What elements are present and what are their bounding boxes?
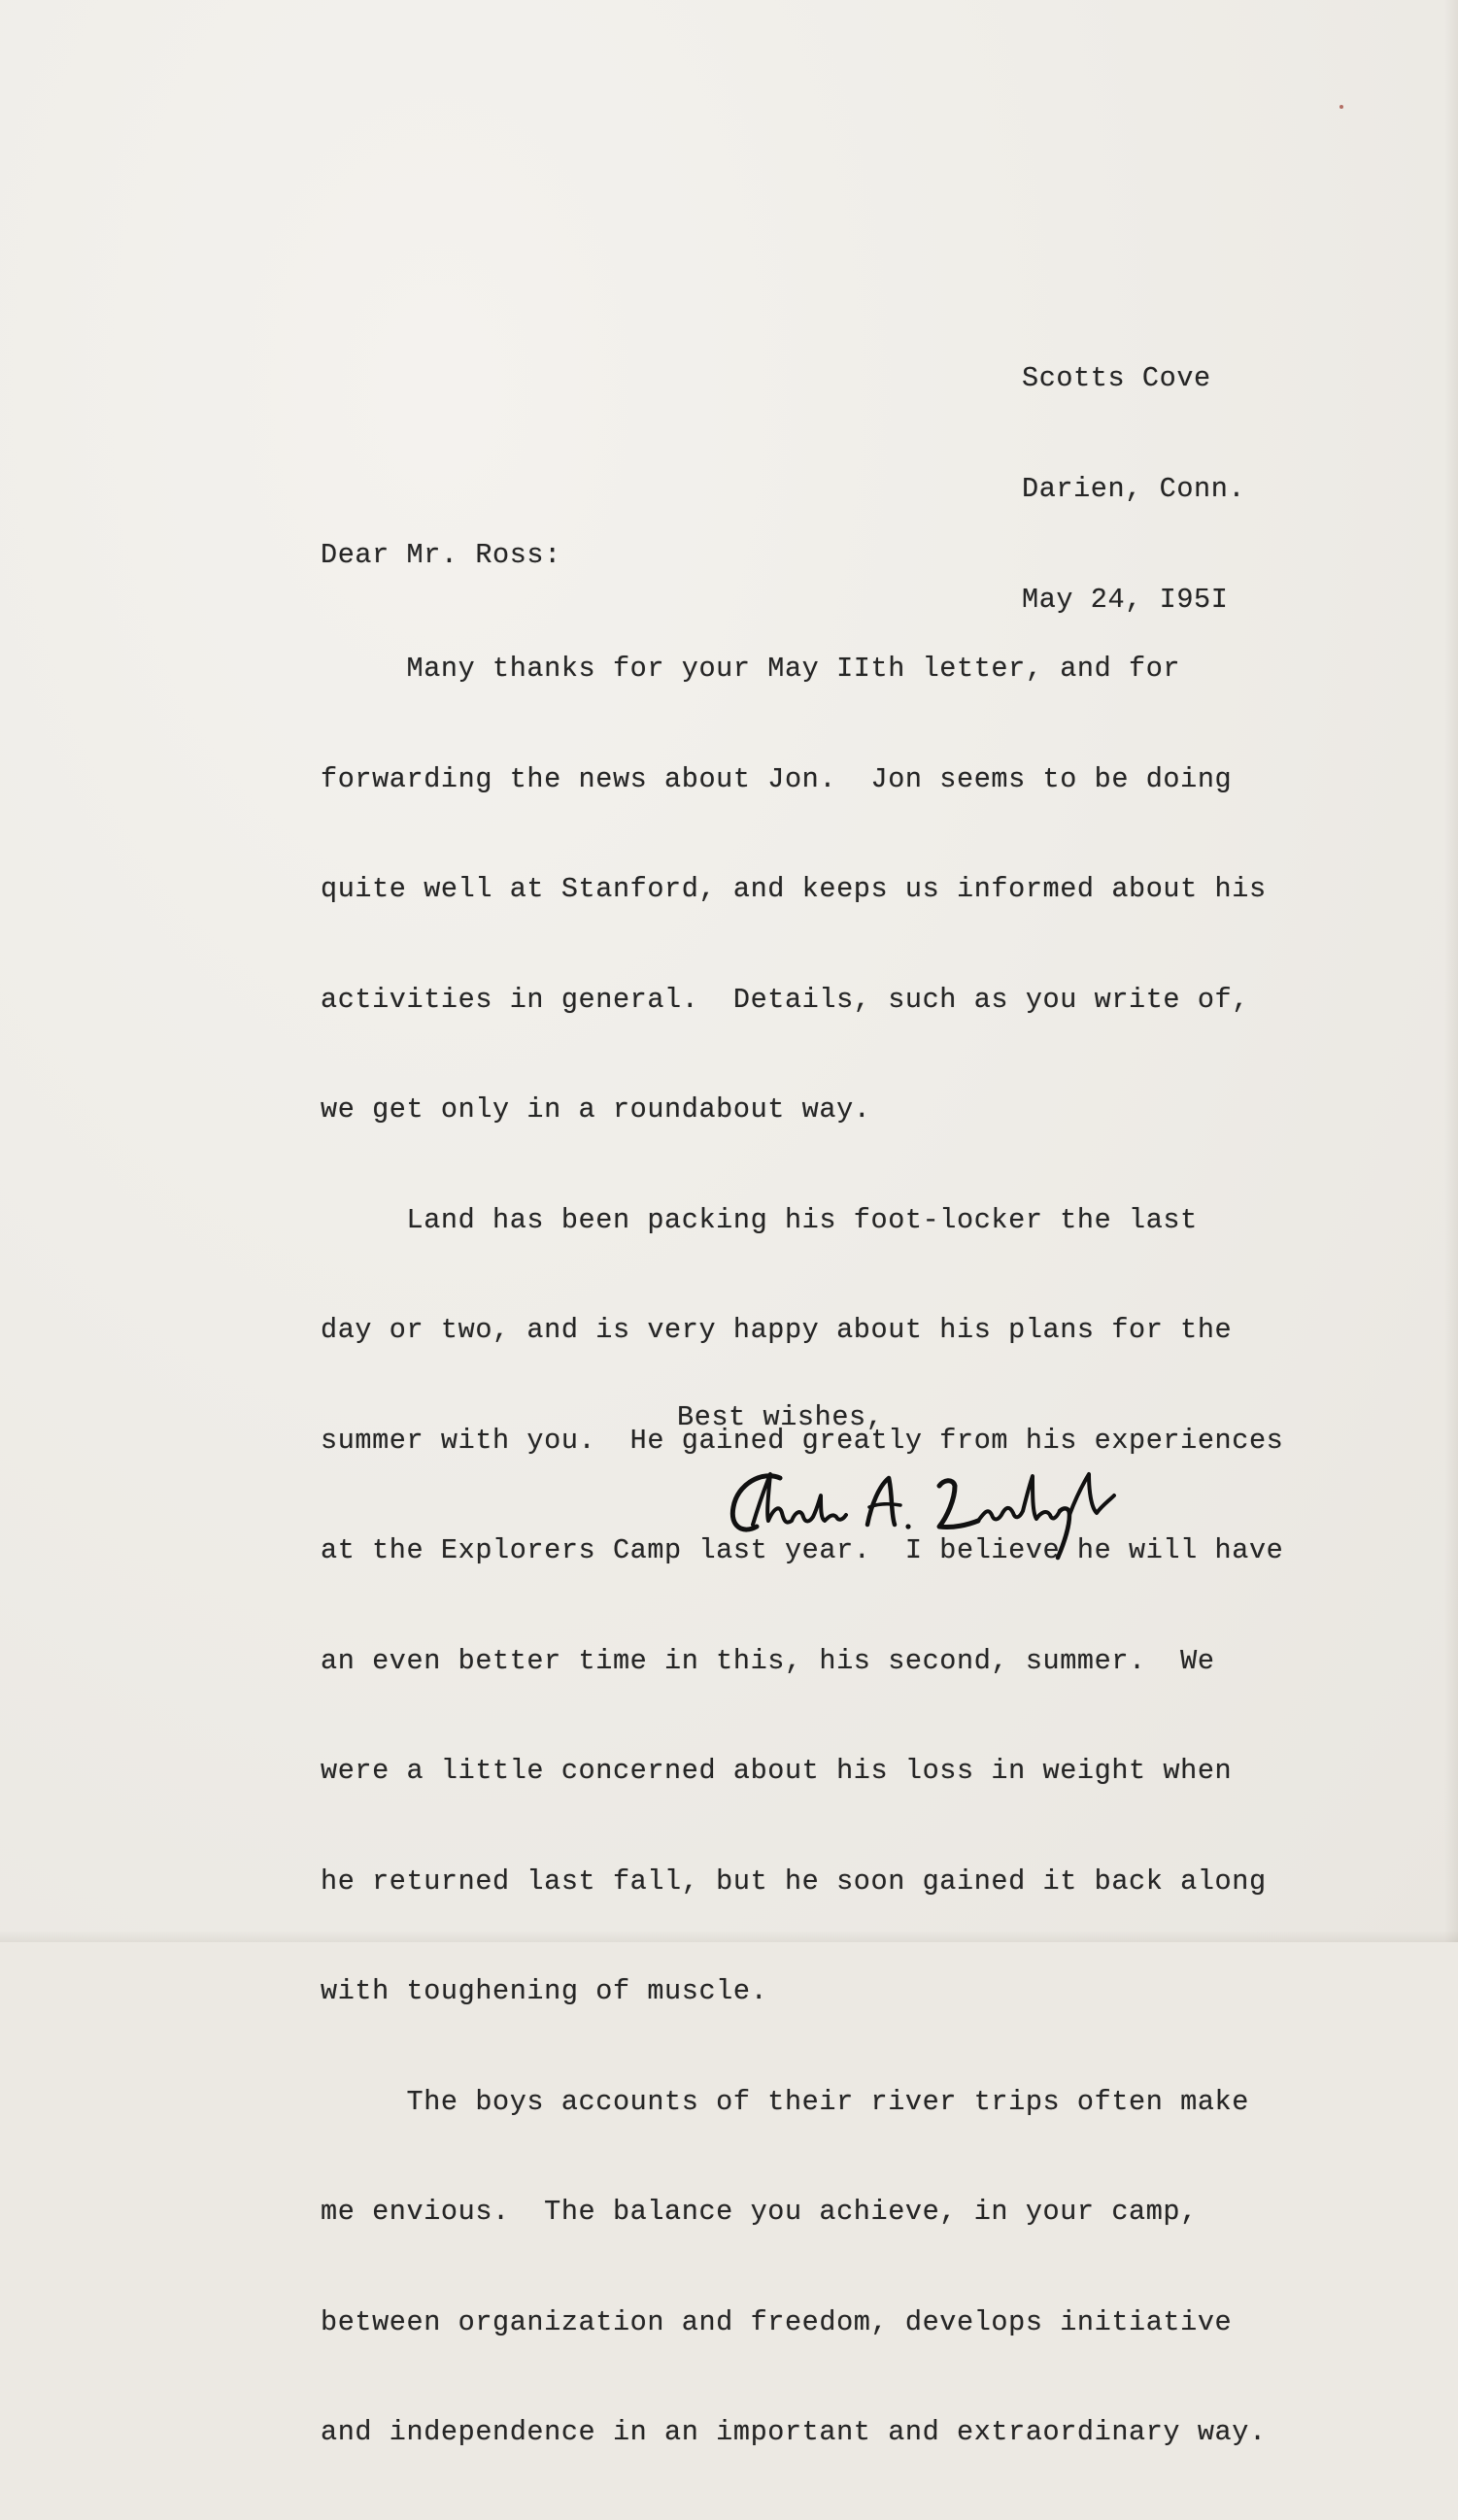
closing: Best wishes, (677, 1401, 884, 1433)
body-line: with toughening of muscle. (321, 1975, 768, 2007)
body-line: and independence in an important and extraordinary way. (321, 2416, 1267, 2448)
body-line: quite well at Stanford, and keeps us informed about his (321, 873, 1267, 905)
body-line: activities in general. Details, such as you write of, (321, 983, 1249, 1016)
ink-speck (1339, 105, 1343, 109)
body-line: day or two, and is very happy about his plans for the (321, 1314, 1233, 1346)
paper-edge-shadow-right (1444, 0, 1458, 1942)
address-line-1: Scotts Cove (1022, 362, 1211, 394)
body-line: Land has been packing his foot-locker the last (321, 1203, 1198, 1236)
salutation: Dear Mr. Ross: (321, 539, 561, 571)
letter-date: May 24, I95I (1022, 584, 1229, 616)
handwritten-signature (724, 1457, 1132, 1563)
body-line: he returned last fall, but he soon gained it back along (321, 1865, 1267, 1898)
body-line: an even better time in this, his second, summer. We (321, 1644, 1215, 1677)
body-line: at the Explorers Camp last year. I believe he will have (321, 1534, 1284, 1566)
body-line: Many thanks for your May IIth letter, and for (321, 653, 1181, 685)
body-line: The boys accounts of their river trips often make (321, 2085, 1249, 2118)
body-line: summer with you. He gained greatly from his experiences (321, 1424, 1284, 1457)
address-line-2: Darien, Conn. (1022, 473, 1246, 505)
body-line: were a little concerned about his loss in weight when (321, 1755, 1233, 1787)
signature-image (724, 1457, 1132, 1563)
body-line: me envious. The balance you achieve, in your camp, (321, 2196, 1198, 2228)
body-line: between organization and freedom, develops initiative (321, 2305, 1233, 2338)
body-line: forwarding the news about Jon. Jon seems to be doing (321, 762, 1233, 795)
body-line: we get only in a roundabout way. (321, 1093, 871, 1126)
